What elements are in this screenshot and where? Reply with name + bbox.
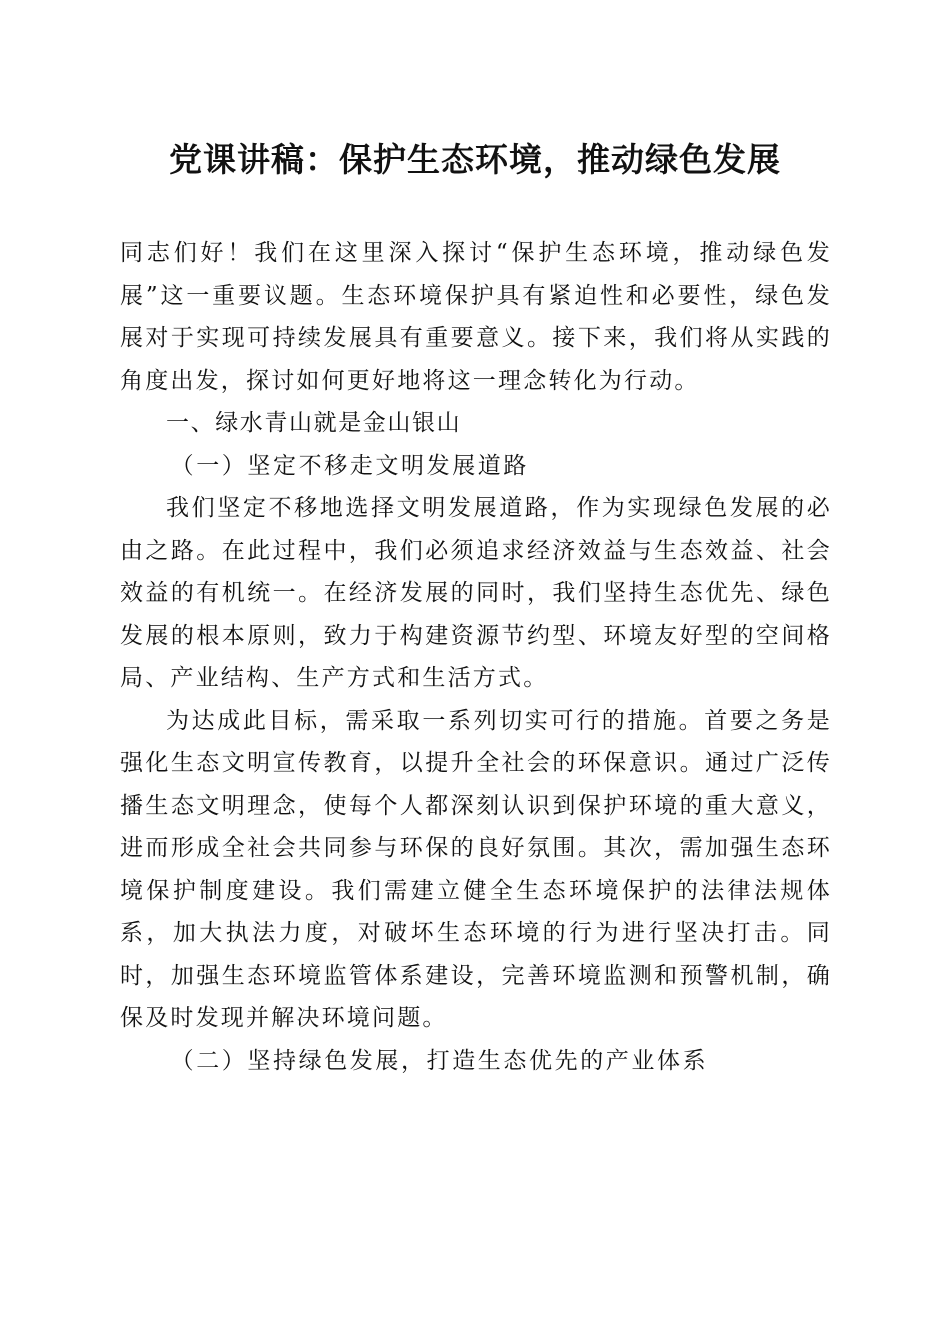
document-body	[120, 232, 832, 1082]
intro-paragraph: 同志们好！我们在这里深入探讨“保护生态环境，推动绿色发展”这一重要议题。生态环境保护具有紧迫性和必要性，绿色发展对于实现可持续发展具有重要意义。接下来，我们将从实践的角度出发，探讨如何更好地将这一理念转化为行动。	[120, 240, 832, 394]
subsection-heading-2: （二）坚持绿色发展，打造生态优先的产业体系	[170, 1047, 709, 1074]
body-paragraph-2: 为达成此目标，需采取一系列切实可行的措施。首要之务是强化生态文明宣传教育，以提升全社会的环保意识。通过广泛传播生态文明理念，使每个人都深刻认识到保护环境的重大意义，进而形成全社会共同参与环保的良好氛围。其次，需加强生态环境保护制度建设。我们需建立健全生态环境保护的法律法规体系，加大执法力度，对破坏生态环境的行为进行坚决打击。同时，加强生态环境监管体系建设，完善环境监测和预警机制，确保及时发现并解决环境问题。	[120, 707, 832, 1031]
subsection-heading-1: （一）坚定不移走文明发展道路	[170, 452, 529, 479]
body-paragraph-1: 我们坚定不移地选择文明发展道路，作为实现绿色发展的必由之路。在此过程中，我们必须追求经济效益与生态效益、社会效益的有机统一。在经济发展的同时，我们坚持生态优先、绿色发展的根本原则，致力于构建资源节约型、环境友好型的空间格局、产业结构、生产方式和生活方式。	[120, 495, 832, 691]
section-heading-1: 一、绿水青山就是金山银山	[166, 410, 462, 436]
document-title: 党课讲稿：保护生态环境，推动绿色发展	[169, 140, 781, 179]
